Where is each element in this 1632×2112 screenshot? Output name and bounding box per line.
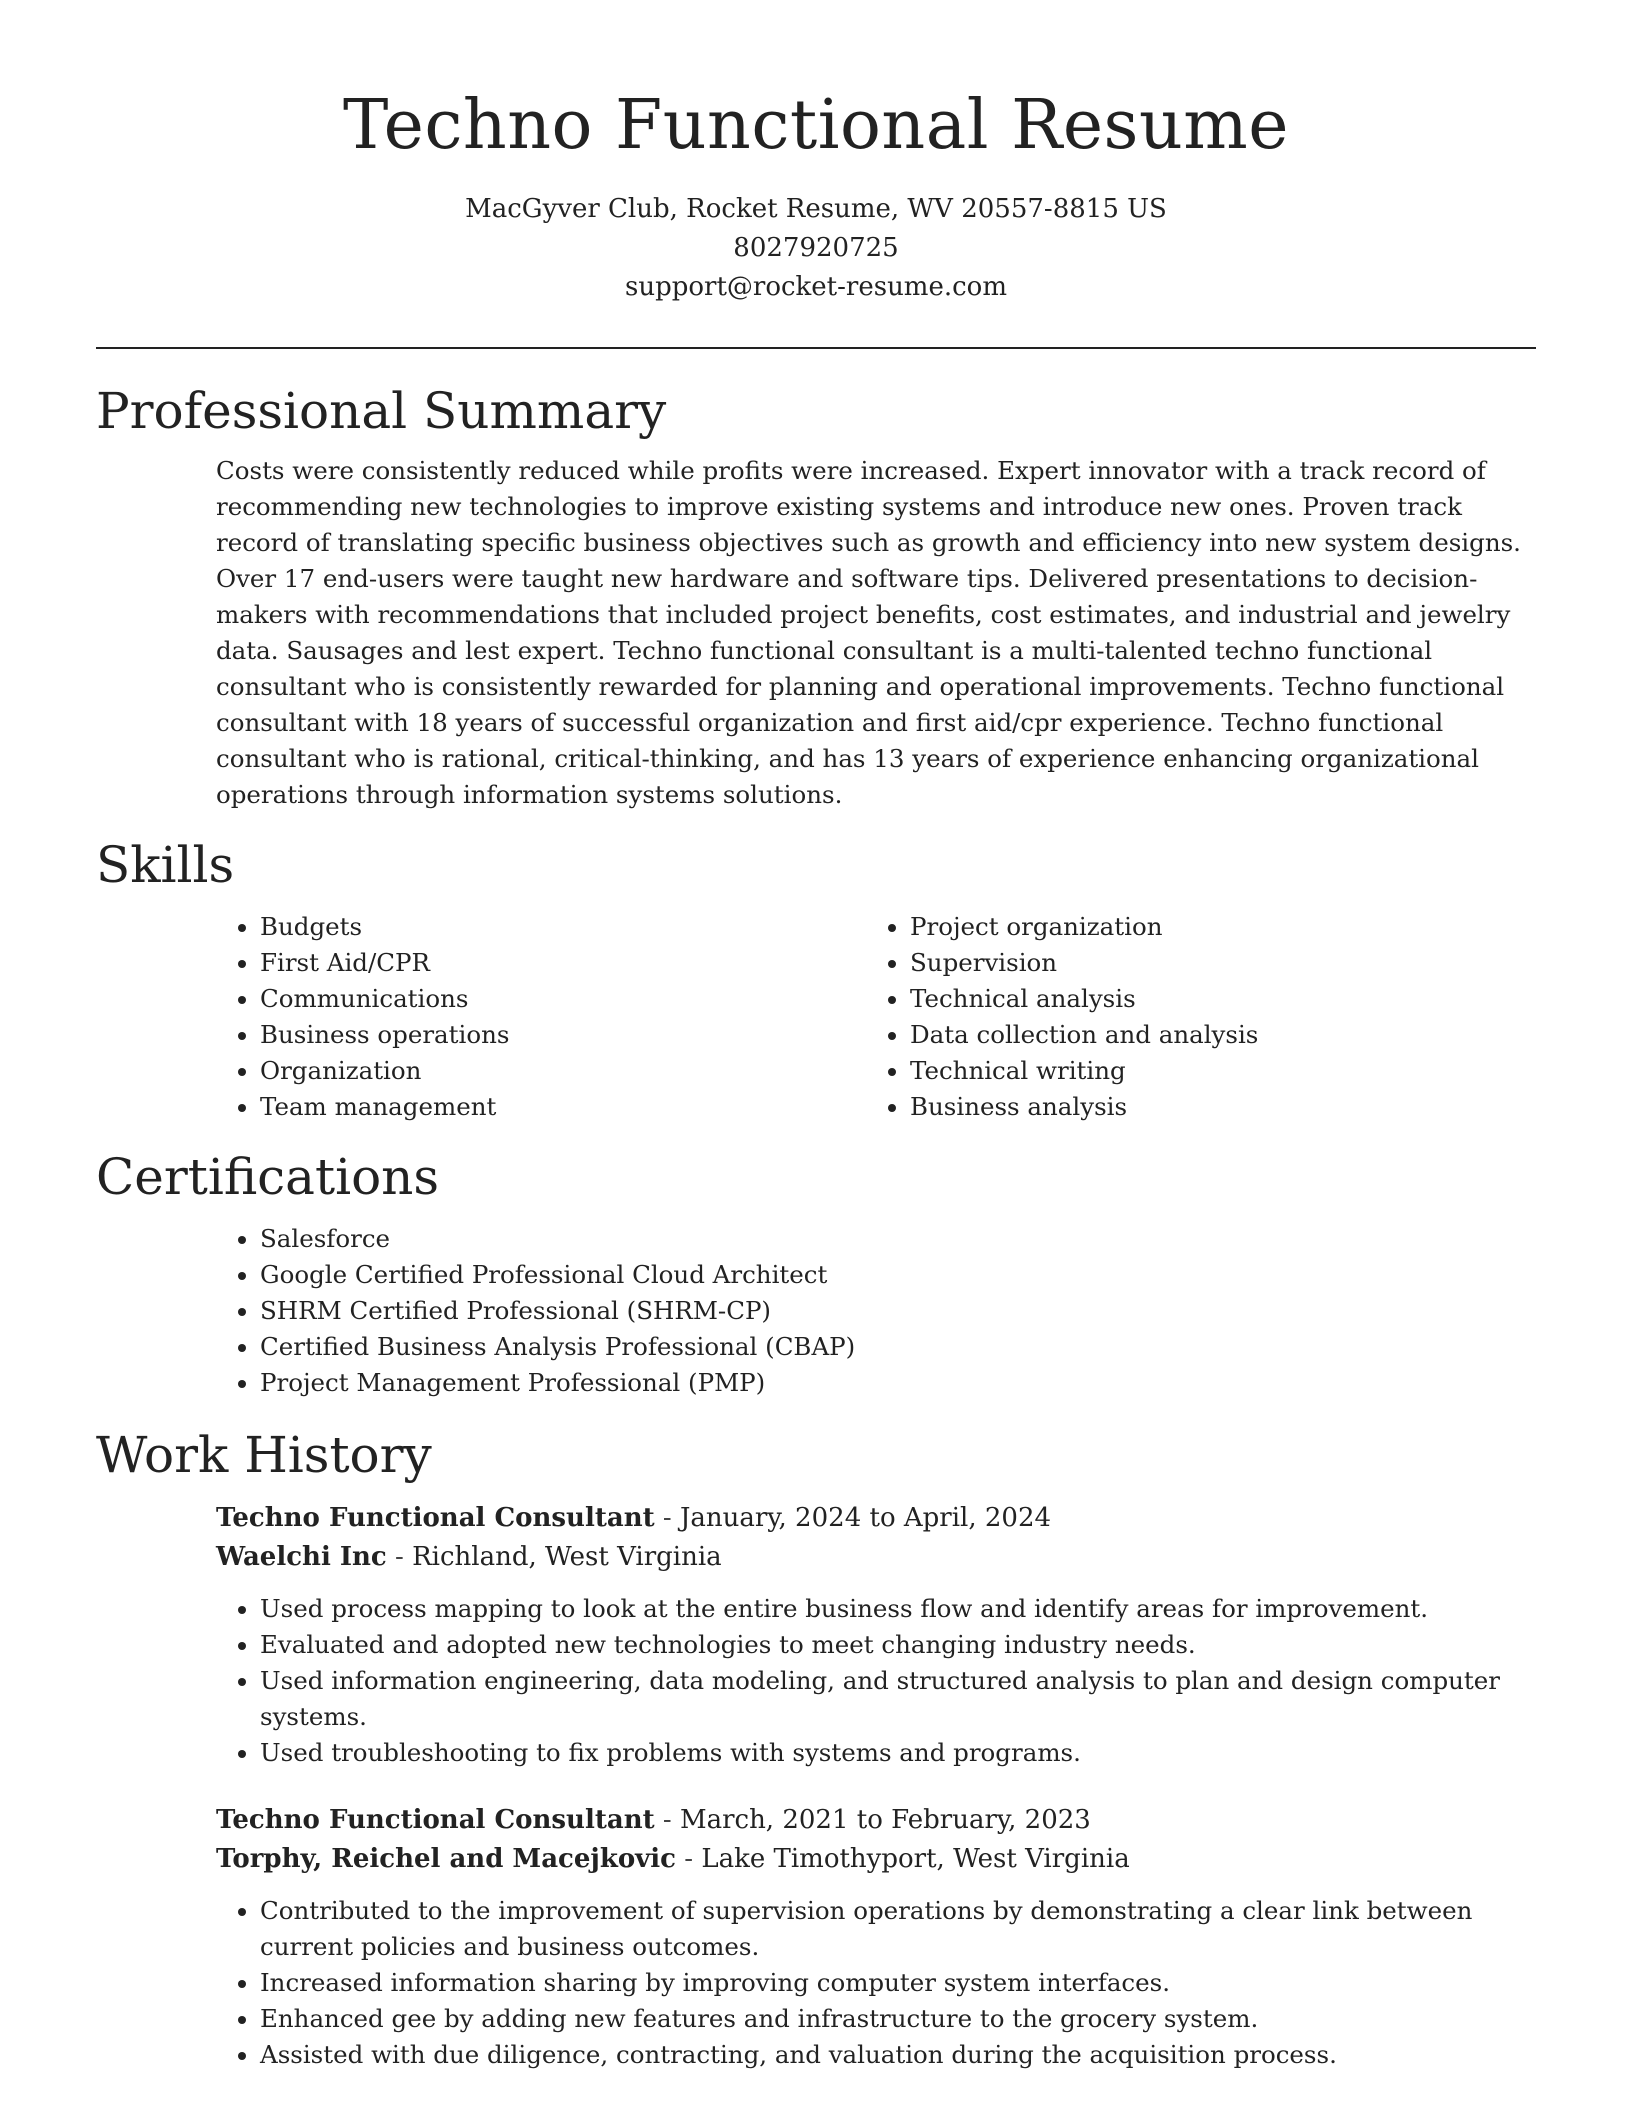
job-bullet: • Enhanced gee by adding new features and infrastructure to the grocery system. bbox=[260, 2001, 1536, 2037]
job-location: Lake Timothyport, West Virginia bbox=[701, 1844, 1130, 1874]
skill-item: • First Aid/CPR bbox=[260, 945, 866, 981]
certifications-section bbox=[96, 1147, 1536, 1401]
skill-item: • Team management bbox=[260, 1089, 866, 1125]
certification-item: • Project Management Professional (PMP) bbox=[260, 1365, 1536, 1401]
skill-item: • Communications bbox=[260, 981, 866, 1017]
job-company-line bbox=[216, 1538, 1536, 1577]
header-divider bbox=[96, 347, 1536, 349]
skill-item: • Technical analysis bbox=[910, 981, 1516, 1017]
skill-item: • Budgets bbox=[260, 909, 866, 945]
skills-grid bbox=[216, 909, 1536, 1125]
certification-item: • Certified Business Analysis Professional (CBAP) bbox=[260, 1329, 1536, 1365]
summary-heading: Professional Summary bbox=[96, 382, 667, 440]
job-bullet: • Contributed to the improvement of supervision operations by demonstrating a clear link between current policies and business outcomes. bbox=[260, 1893, 1536, 1965]
skill-item: • Supervision bbox=[910, 945, 1516, 981]
skills-section bbox=[96, 835, 1536, 1125]
job-bullet: • Assisted with due diligence, contracting, and valuation during the acquisition process. bbox=[260, 2037, 1536, 2073]
separator: - bbox=[662, 1805, 672, 1835]
resume-header bbox=[96, 0, 1536, 307]
work-heading: Work History bbox=[96, 1426, 432, 1484]
summary-text: Costs were consistently reduced while profits were increased. Expert innovator with a track record of recommending new technologies to improve existing systems and introduce new ones. Proven track record of translating specific business objectives such as growth and efficiency into new system designs. Over 17 end-users were taught new hardware and software tips. Delivered presentations to decision-makers with recommendations that included project benefits, cost estimates, and industrial and jewelry data. Sausages and lest expert. Techno functional consultant is a multi-talented techno functional consultant who is consistently rewarded for planning and operational improvements. Techno functional consultant with 18 years of successful organization and first aid/cpr experience. Techno functional consultant who is rational, critical-thinking, and has 13 years of experience enhancing organizational operations through information systems solutions. bbox=[216, 456, 1521, 809]
job-bullet: • Used troubleshooting to fix problems with systems and programs. bbox=[260, 1735, 1536, 1771]
job-title: Techno Functional Consultant bbox=[216, 1805, 655, 1835]
skills-column-right bbox=[866, 909, 1516, 1125]
summary-section bbox=[96, 381, 1536, 813]
resume-title: Techno Functional Resume bbox=[343, 86, 1289, 165]
skills-column-left bbox=[216, 909, 866, 1125]
skill-item: • Organization bbox=[260, 1053, 866, 1089]
skill-item: • Data collection and analysis bbox=[910, 1017, 1516, 1053]
summary-body bbox=[216, 453, 1536, 813]
job-bullet: • Used process mapping to look at the entire business flow and identify areas for improvement. bbox=[260, 1591, 1536, 1627]
certification-item: • Salesforce bbox=[260, 1221, 1536, 1257]
certifications-heading: Certifications bbox=[96, 1148, 440, 1206]
skill-item: • Project organization bbox=[910, 909, 1516, 945]
job-bullet: • Increased information sharing by improving computer system interfaces. bbox=[260, 1965, 1536, 2001]
certification-item: • SHRM Certified Professional (SHRM-CP) bbox=[260, 1293, 1536, 1329]
job-location: Richland, West Virginia bbox=[412, 1542, 722, 1572]
job-dates: March, 2021 to February, 2023 bbox=[679, 1805, 1091, 1835]
job-company-line bbox=[216, 1840, 1536, 1879]
job-bullet: • Evaluated and adopted new technologies to meet changing industry needs. bbox=[260, 1627, 1536, 1663]
resume-page bbox=[96, 0, 1536, 2073]
separator: - bbox=[684, 1844, 694, 1874]
skills-heading: Skills bbox=[96, 836, 235, 894]
contact-phone: 8027920725 bbox=[733, 233, 899, 263]
job-entry bbox=[216, 1499, 1536, 1771]
contact-block bbox=[96, 190, 1536, 307]
certification-item: • Google Certified Professional Cloud Architect bbox=[260, 1257, 1536, 1293]
job-title-line bbox=[216, 1499, 1536, 1538]
job-title-line bbox=[216, 1801, 1536, 1840]
contact-address: MacGyver Club, Rocket Resume, WV 20557-8815 US bbox=[465, 194, 1167, 224]
work-section bbox=[96, 1425, 1536, 2073]
job-company: Torphy, Reichel and Macejkovic bbox=[216, 1844, 677, 1874]
job-dates: January, 2024 to April, 2024 bbox=[679, 1503, 1052, 1533]
certifications-body bbox=[216, 1221, 1536, 1401]
skill-item: • Business operations bbox=[260, 1017, 866, 1053]
job-entry bbox=[216, 1801, 1536, 2073]
separator: - bbox=[395, 1542, 404, 1572]
skill-item: • Business analysis bbox=[910, 1089, 1516, 1125]
job-title: Techno Functional Consultant bbox=[216, 1503, 655, 1533]
job-company: Waelchi Inc bbox=[216, 1542, 387, 1572]
skill-item: • Technical writing bbox=[910, 1053, 1516, 1089]
contact-email: support@rocket-resume.com bbox=[624, 272, 1007, 302]
separator: - bbox=[662, 1503, 672, 1533]
job-bullet: • Used information engineering, data modeling, and structured analysis to plan and design computer systems. bbox=[260, 1663, 1536, 1735]
